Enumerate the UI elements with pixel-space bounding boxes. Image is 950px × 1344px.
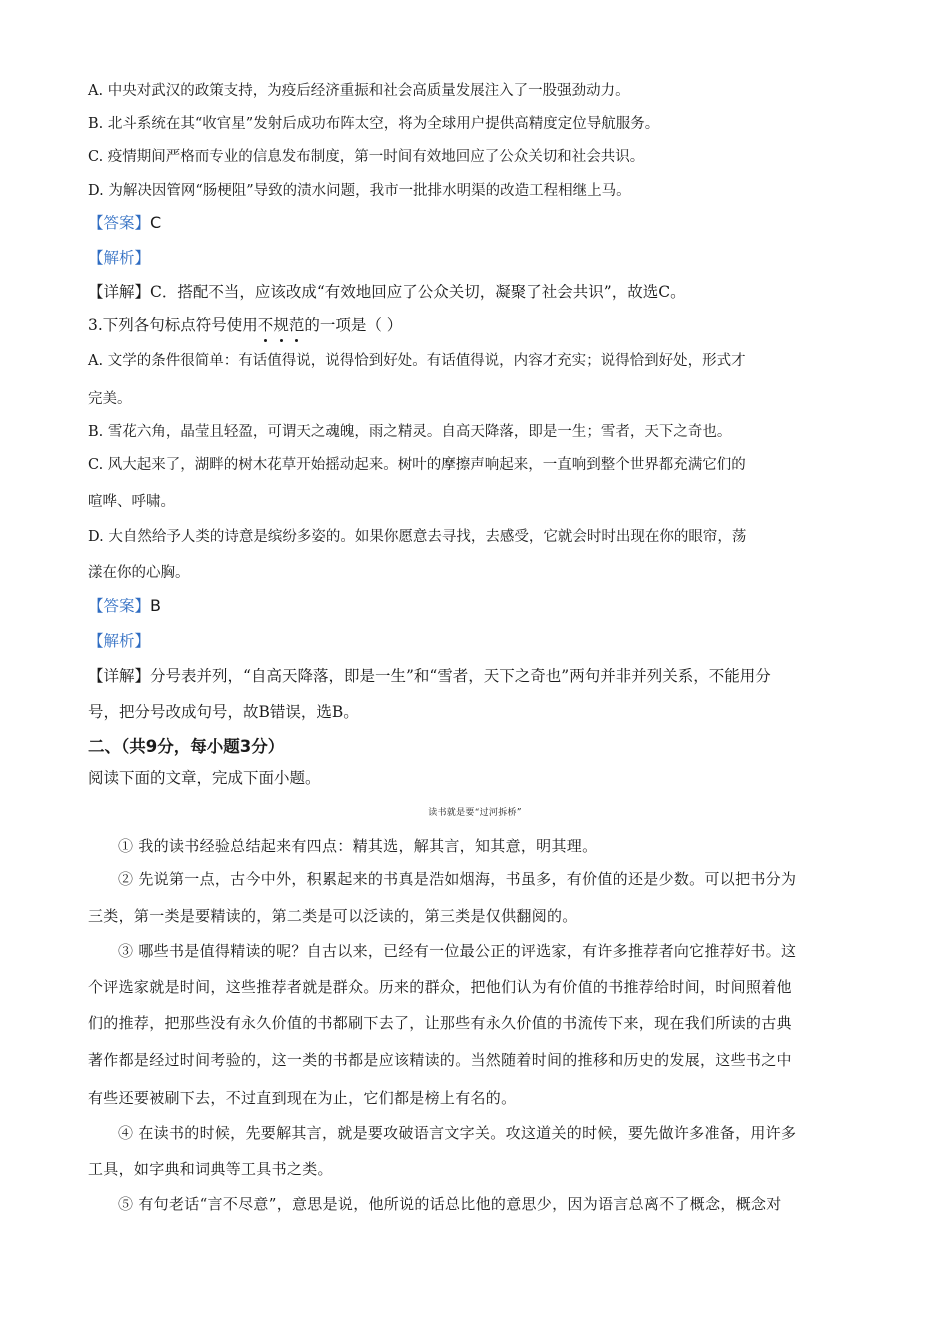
detail-tag: 【详解】 <box>88 283 151 301</box>
q2-option-a: A. 中央对武汉的政策支持，为疫后经济重振和社会高质量发展注入了一股强劲动力。 <box>88 83 630 99</box>
q3-answer <box>88 595 868 617</box>
q2-option-b: B. 北斗系统在其“收官星”发射后成功布阵太空，将为全球用户提供高精度定位导航服务。 <box>88 116 660 132</box>
analysis-tag: 【解析】 <box>88 632 151 650</box>
emphasis-char: 不 <box>257 316 274 334</box>
q3-detail-line1 <box>88 665 868 687</box>
q3-option-a-line1: A. 文学的条件很简单：有话值得说，说得恰到好处。有话值得说，内容才充实；说得恰到好处，形式才 <box>88 353 746 369</box>
answer-value: C <box>150 213 162 232</box>
q3-option-a-line2: 完美。 <box>88 391 132 407</box>
q3-option-d-line2: 漾在你的心胸。 <box>88 565 190 581</box>
paragraph-1: ① 我的读书经验总结起来有四点：精其选，解其言，知其意，明其理。 <box>118 837 598 855</box>
paragraph-4-line2: 工具，如字典和词典等工具书之类。 <box>88 1160 333 1178</box>
q3-option-d-line1: D. 大自然给予人类的诗意是缤纷多姿的。如果你愿意去寻找，去感受，它就会时时出现在你的眼帘，荡 <box>88 529 747 545</box>
section-intro: 阅读下面的文章，完成下面小题。 <box>88 769 321 787</box>
paragraph-2-line2: 三类，第一类是要精读的，第二类是可以泛读的，第三类是仅供翻阅的。 <box>88 907 578 925</box>
answer-tag: 【答案】 <box>88 597 151 615</box>
q2-option-d: D. 为解决因管网“肠梗阻”导致的渍水问题，我市一批排水明渠的改造工程相继上马。 <box>88 183 631 199</box>
emphasis-char: 范 <box>288 316 305 334</box>
q2-detail <box>88 281 868 303</box>
paragraph-2-line1: ② 先说第一点，古今中外，积累起来的书真是浩如烟海，书虽多，有价值的还是少数。可以把书分为 <box>118 870 797 888</box>
q3-option-c-line2: 喧哗、呼啸。 <box>88 494 175 510</box>
q2-analysis <box>88 247 868 269</box>
paragraph-3-line4: 著作都是经过时间考验的，这一类的书都是应该精读的。当然随着时间的推移和历史的发展，这些书之中 <box>88 1051 792 1069</box>
q2-answer <box>88 212 868 234</box>
answer-tag: 【答案】 <box>88 214 151 232</box>
answer-value: B <box>150 596 161 615</box>
q3-stem-after: 的一项是（ ） <box>304 316 403 334</box>
detail-text: 分号表并列，“自高天降落，即是一生”和“雪者，天下之奇也”两句并非并列关系，不能用分 <box>150 667 771 685</box>
detail-text: C．搭配不当，应该改成“有效地回应了公众关切，凝聚了社会共识”，故选C。 <box>150 283 686 301</box>
paragraph-4-line1: ④ 在读书的时候，先要解其言，就是要攻破语言文字关。攻这道关的时候，要先做许多准备，用许多 <box>118 1124 797 1142</box>
paragraph-3-line3: 们的推荐，把那些没有永久价值的书都刷下去了，让那些有永久价值的书流传下来，现在我们所读的古典 <box>88 1014 792 1032</box>
q3-option-c-line1: C. 风大起来了，湖畔的树木花草开始摇动起来。树叶的摩擦声响起来，一直响到整个世界都充满它们的 <box>88 457 746 473</box>
q3-stem-emphasis <box>258 314 305 336</box>
paragraph-5-line1: ⑤ 有句老话“言不尽意”，意思是说，他所说的话总比他的意思少，因为语言总离不了概念，概念对 <box>118 1195 782 1213</box>
paragraph-3-line5: 有些还要被刷下去，不过直到现在为止，它们都是榜上有名的。 <box>88 1089 517 1107</box>
analysis-tag: 【解析】 <box>88 249 151 267</box>
article-title: 读书就是要“过河拆桥” <box>428 808 522 818</box>
paragraph-3-line1: ③ 哪些书是值得精读的呢？自古以来，已经有一位最公正的评选家，有许多推荐者向它推荐好书。这 <box>118 942 797 960</box>
emphasis-char: 规 <box>273 316 289 334</box>
q3-analysis <box>88 630 868 652</box>
q3-stem <box>88 314 868 336</box>
paragraph-3-line2: 个评选家就是时间，这些推荐者就是群众。历来的群众，把他们认为有价值的书推荐给时间，时间照着他 <box>88 978 792 996</box>
q3-stem-before: 3.下列各句标点符号使用 <box>88 316 258 334</box>
section-heading: 二、（共9分，每小题3分） <box>88 737 285 756</box>
q3-detail-line2: 号，把分号改成句号，故B错误，选B。 <box>88 703 359 721</box>
q3-option-b: B. 雪花六角，晶莹且轻盈，可谓天之魂魄，雨之精灵。自高天降落，即是一生；雪者，天下之奇也。 <box>88 424 732 440</box>
q2-option-c: C. 疫情期间严格而专业的信息发布制度，第一时间有效地回应了公众关切和社会共识。 <box>88 149 645 165</box>
detail-tag: 【详解】 <box>88 667 151 685</box>
